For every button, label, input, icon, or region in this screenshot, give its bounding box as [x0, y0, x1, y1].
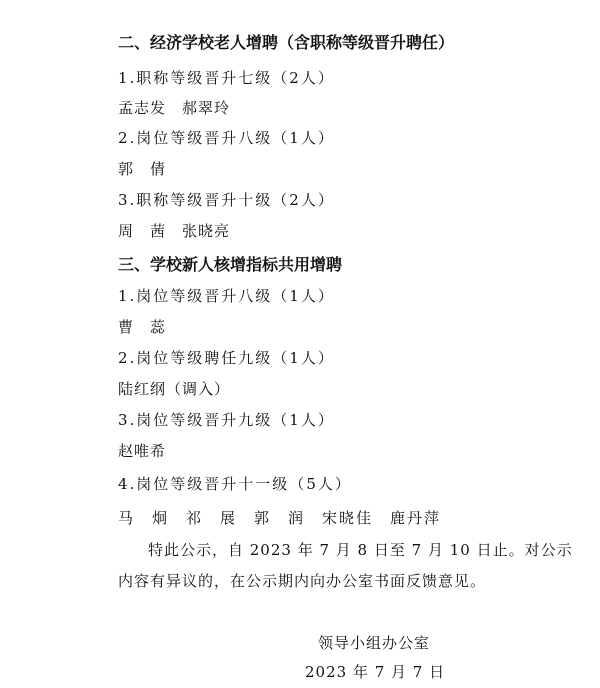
names-line: 周 茜 张晓亮: [118, 222, 231, 240]
subsection-title: 1.岗位等级晋升八级（1人）: [118, 287, 335, 305]
subsection-title: 1.职称等级晋升七级（2人）: [118, 69, 335, 87]
signature-org: 领导小组办公室: [318, 634, 431, 652]
names-line: 孟志发 郝翠玲: [118, 99, 231, 117]
names-line: 赵唯希: [118, 442, 167, 460]
subsection-title: 3.职称等级晋升十级（2人）: [118, 191, 335, 209]
notice-line-1: 特此公示，自 2023 年 7 月 8 日至 7 月 10 日止。对公示: [148, 541, 573, 559]
section-heading-3: 三、学校新人核增指标共用增聘: [118, 255, 343, 274]
subsection-title: 2.岗位等级聘任九级（1人）: [118, 349, 335, 367]
subsection-title: 2.岗位等级晋升八级（1人）: [118, 129, 335, 147]
names-line: 马 炯 祁 展 郭 润 宋晓佳 鹿丹萍: [118, 509, 442, 527]
section-heading-2: 二、经济学校老人增聘（含职称等级晋升聘任）: [118, 33, 455, 52]
subsection-title: 3.岗位等级晋升九级（1人）: [118, 411, 335, 429]
names-line: 曹 蕊: [118, 318, 167, 336]
subsection-title: 4.岗位等级晋升十一级（5人）: [118, 475, 352, 493]
names-line: 郭 倩: [118, 160, 167, 178]
signature-date: 2023 年 7 月 7 日: [305, 663, 446, 681]
names-line: 陆红纲（调入）: [118, 380, 231, 398]
notice-line-2: 内容有异议的，在公示期内向办公室书面反馈意见。: [118, 572, 487, 590]
